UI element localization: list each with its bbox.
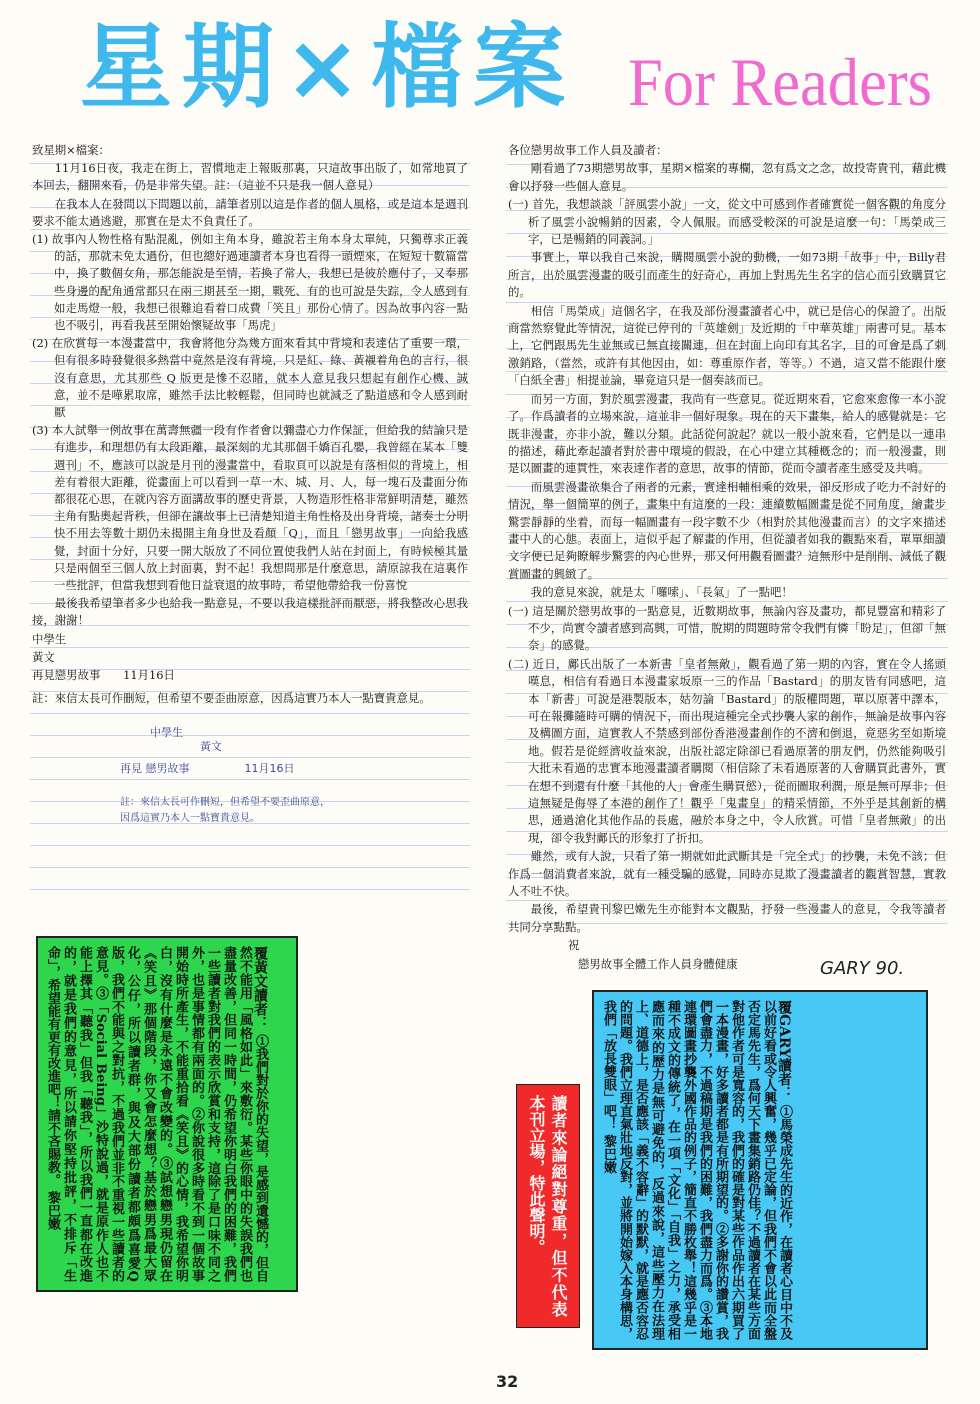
list-item: (3) 本人試舉一例故事在萬壽無疆一段有作者會以彌盡心力作保証，但給我的結論只是有進步，和理想仍有太段距離，最深刻的尤其那個千嬌百孔嬰，我曾經在某本「雙週刊」不，應該可以說是月刊的漫畫當中，看取頁可以說是有落相似的背境上，相差有着很大距離，從畫面上可以看到一草一木、城、月、人，每一塊石及畫面分佈都很花心思，在就內容方面講故事的歷史背景，人物造形性格非常鮮明清楚，雖然主角有點奧起背秩，但卻在讓故事上已清楚知道主角性格及出身背境，諸奏士分明快不用去等數十期仍未揭開主角身世及看顏「Q」，而且「戀男故事」一向給我感覺，封面十分好，只要一開大版放了不同位置使我們人站在封面上，有時候極其量只是兩個至三個人放上封面裏，對不起！我想問那是什麼意思，請原諒我在這裏作一些批評，但當我想到看他日益衰退的故事時，希望他帶給我一份喜悅	[32, 423, 468, 593]
paragraph: 相信「馬榮成」這個名字，在我及部份漫畫讀者心中，就已是信心的保證了。出版商當然察覺此等情況，這從已停刊的「英雄劍」及近期的「中華英雄」兩書可見。基本上，它們跟馬先生並無或已無直接關連，但在封面上向印有其名字，目的可會是爲了剌激銷路，（當然，或許有其他因由，如：尊重原作者，等等。）不過，這又當不能跟什麼「白紙全書」相提並論，畢竟這只是一個奏該而已。	[508, 303, 946, 388]
list-item: (2) 在欣賞每一本漫畫當中，我會將他分為幾方面來看其中背境和表達佔了重要一環，但有很多時發覺很多熱當中竟然是沒有背境，只是紅、綠、黃襯着角色的言行，很沒有意思，尤其那些 Q 版更是慘不忍睹，就本人意見我只想起有創作心機、誠意，並不是嘩累取席，雖然手法比較輕鬆，但同時也就減乏了點道感和令人感到耐厭	[32, 336, 468, 420]
paragraph: 剛看過了73期戀男故事，星期×檔案的專欄，忽有爲文之念，故投寄貴刊，藉此機會以抒發一些個人意見。	[508, 161, 946, 193]
reply-body: ①我們對於你的失望，是感到遺憾的，但自然不能用「風格如此」來敷衍。某些你眼中的失誤我們也盡量改善，但同一時間，仍希望你明白我們的困難，我們一些讀者對我們的表示欣賞和支持，這除了是口味不同之外，也是事情都有兩面的。②你說很多時看不到一個故事開始時所產生，不能重拾看《笑且》的心情，我希望你明白，沒有什麼是永遠不會改變的。③試想戀男現仍留在《笑且》那個階段，你又會怎麼想？基於戀男爲最大眾化，公仔，所以讀者群，與及大部份讀者都頗爲喜愛Q版，我們不能與之對抗，不過我們並非不重視一些讀者的意見。③「Social Being」沙特說過，就是原作人也不能上擇其「聽我」但我「聽我」，所以我們一直都在改進的，就是我們的意見，所以請你堅持批評，不排斥「生命」，希望能有更有改進吧！請不吝賜教。	[45, 946, 268, 1283]
reply-body: ①馬榮成先生的近作，在讀者心目中不及以前好看或令人興奮，幾乎已定論，但我們不會以此而全盤否定馬先生，爲何天下畫集銷路仍佳？不過讀者在某些方面對他作者可是寬容的，我們的確是對某些作品作出六期買了一本漫畫，好多讀者都是有所期望的。②多謝你的讚賞，我們會盡力，不過稿期是我們的困難，我們盡力而爲。③本地連環圖畫抄襲外國作品的例子，簡直不勝枚舉！這幾乎是一種不成文的傳統了，在一項「文化」「自我」之力，承受相應而來的歷力是無可避免的，反過來說，這些壓力在法理上、道德上，是否應該「義不容辭」的默默，就是應否容忍的問題。我們立理直氣壯地反對，並將開始嫁入本身構思，我們「放長雙眼」吧！	[601, 1000, 792, 1340]
list-item: (一) 首先，我想談談「評風雲小說」一文，從文中可感到作者確實從一個客觀的角度分析了風雲小說暢銷的因素，令人佩服。而感受較深的可說是這麼一句：「馬榮成三字，已是暢銷的同義詞。」	[508, 197, 946, 247]
reply-box-blue	[592, 990, 928, 1350]
signature-name: 黃文	[32, 649, 55, 664]
paragraph: 最後我希望筆者多少也給我一點意見，不要以我這樣批評而厭惡，將我整改心思我接，謝謝！	[32, 596, 468, 628]
paragraph: 我的意見來說，就是太「囉嗦」、「長氣」了一點吧！	[530, 585, 793, 600]
paragraph: 而另一方面，對於風雲漫畫，我尚有一些意見。從近期來看，它愈來愈像一本小說了。作爲讀者的立場來說，這並非一個好現象。現在的天下畫集，給人的感覺就是：它既非漫畫，亦非小說，難以分類。此話從何說起？就以一般小說來看，它們是以一連串的描述，藉此牽起讀者對於書中環境的假設，在心中建立其種槪念的；而一般漫畫，則是以圖畫的連貫性，來表達作者的意思，故事的情節，從而令讀者產生感受及共鳴。	[508, 391, 946, 476]
reply-signature: 黎巴嫩	[601, 1134, 616, 1174]
disclaimer-text: 讀者來論絕對尊重，但不代表本刊立場，特此聲明。	[527, 1095, 568, 1317]
salutation: 各位戀男故事工作人員及讀者：	[508, 143, 668, 157]
salutation: 致星期×檔案：	[32, 143, 110, 157]
paragraph: 而風雲漫畫欲集合了兩者的元素，實達相輔相乘的效果，卻反形成了吃力不討好的情況，舉一個簡單的例子，畫集中有這麼的一段：連續數幅圖畫是從不同角度，繪畫步驚雲靜靜的坐着，而每一幅圖畫有一段字數不少（相對於其他漫畫而言）的文字來描述畫中人的心態。表面上，這似乎起了解畫的作用，但從讀者如我的觀點來看，單單細讀文字便已足夠瞭解步驚雲的內心世界，那又何用觀看圖畫？這無形中是削削、減低了觀賞圖畫的興緻了。	[508, 479, 946, 581]
closing: 戀男故事全體工作人員身體健康	[578, 956, 738, 971]
closing: 再見戀男故事 11月16日	[32, 668, 175, 683]
signature-label: 中學生	[32, 631, 67, 646]
handwritten-signature: 中學生 黃文 再見 戀男故事 11月16日 註：來信太長可作刪短，但希望不要歪曲原意， 因爲這實乃本人一點寶貴意見。	[120, 726, 330, 824]
paragraph: 在我本人在發問以下問題以前，請筆者別以這是作者的個人風格，或是這本是週刊要求不能太過逃避，那實在是太不負責任了。	[32, 196, 468, 228]
disclaimer-box	[516, 1084, 580, 1328]
paragraph: 11月16日夜，我走在街上，習慣地走上報販那裏，只這故事出版了，如常地買了本回去，翻開來看，仍是非常失望。註：（這並不只是我一個人意見）	[32, 161, 468, 193]
list-item: (一) 這是關於戀男故事的一點意見，近數期故事，無論內容及畫功，都見豐富和精彩了不少，尚實令讀者感到高興，可惜，脫期的問題時常令我們有憐「盼足」，但卻「無奈」的感覺。	[508, 603, 946, 653]
reply-heading: 覆黃文讀者：	[252, 946, 268, 1031]
paragraph: 雖然，或有人說，只看了第一期就如此武斷其是「完全式」的抄襲，未免不該；但作爲一個消費者來說，就有一種受騙的感覺，同時亦見欺了漫畫讀者的觀賞智慧，實教人不吐不快。	[508, 849, 946, 899]
reply-signature: 黎巴嫩	[45, 1191, 60, 1231]
reply-box-green	[36, 936, 298, 1292]
page-subtitle: For Readers	[628, 44, 933, 120]
wish: 祝	[568, 938, 580, 953]
note: 註：來信太長可作刪短，但希望不要歪曲原意，因爲這實乃本人一點寶貴意見。	[32, 691, 431, 706]
page-number: 32	[496, 1372, 519, 1391]
page-title: 星期×檔案	[80, 14, 576, 121]
reply-heading: 覆GARY讀者：	[776, 1000, 792, 1101]
paragraph: 事實上，單以我自己來說，購閱風雲小說的動機，一如73期「故事」中，Billy君所言，出於風雲漫畫的吸引而產生的好奇心，再加上對馬先生名字的信心而引致購買它的。	[508, 250, 946, 300]
paragraph: 最後，希望貴刊黎巴嫩先生亦能對本文觀點，抒發一些漫畫人的意見，令我等讀者共同分享點點。	[508, 902, 946, 934]
list-item: (1) 故事內人物性格有點混亂，例如主角本身，雖說若主角本身太單純，只獨尊求正義的話，那就未免太過份，但也總好過連讀者本身也看得一頭煙來，在短短十數篇當中，換了數個女角，那怎能說是至情，若換了常人，我想已是彼於應付了，又奉那些身邊的配角通常都只在兩三期甚至一期，戰死、有的也可說是失踪，令人感到有如走馬燈一般，我想已很難追看着口成費「笑且」那份心情了。因為故事內容一點也不吸引，再看我甚至開始懷疑故事「馬虎」	[32, 232, 468, 333]
signature: GARY 90.	[820, 958, 905, 979]
list-item: (二) 近日，鄺氏出版了一本新書「皇者無敵」，觀看過了第一期的內容，實在令人搖頭嘆息，相信有看過日本漫畫家坂原一三的作品「Bastard」的朋友皆有同感吧，這本「新書」可說是港製版本，姑勿論「Bastard」的版權問題，單以原著中譯本，可在報攤隨時可購的情況下，而出現這種完全式抄襲人家的創作，無論是故事內容及構圖方面，這實教人不禁感到部份香港漫畫創作的不濟和倒退，竟惡劣至如斯境地。假若是從經濟收益來說，出版社認定除卻已看過原著的朋友們，仍然能夠吸引大批未看過的忠實本地漫畫讀者購閱（相信除了未看過原著的人會購買此書外，實在想不到還有什麼「其他的人」會產生購買慾），從而圖取利潤，原是無可厚非；但這無疑是侮辱了本港的創作了！觀乎「鬼畫皇」的精采情節，不外乎是其創新的構思，通過滄化其他作品的長處，融於本身之中，令人欣賞。可惜「皇者無敵」的出現，卻令我對鄺氏的形象打了折扣。	[508, 656, 946, 845]
